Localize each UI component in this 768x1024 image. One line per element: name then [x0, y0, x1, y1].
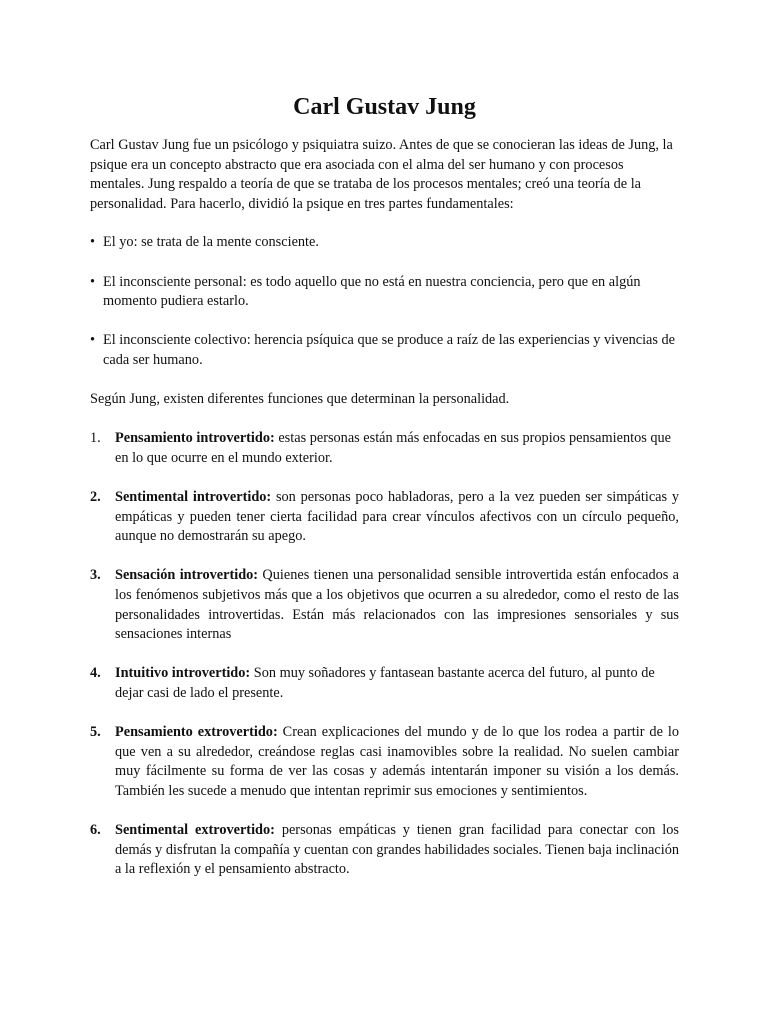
list-item-number: 5.	[90, 724, 101, 741]
list-item-number: 6.	[90, 822, 101, 839]
list-item	[90, 233, 679, 253]
list-item-text: El inconsciente colectivo: herencia psíquica que se produce a raíz de las experiencias y vivencias de cada ser humano.	[103, 332, 676, 368]
list-item	[90, 664, 679, 703]
bullet-marker: •	[90, 332, 96, 349]
list-item	[90, 566, 679, 644]
list-item-text: El inconsciente personal: es todo aquello que no está en nuestra conciencia, pero que en algún momento pudiera estarlo.	[103, 273, 641, 310]
function-term: Pensamiento introvertido:	[115, 430, 275, 447]
list-item	[90, 429, 679, 468]
function-description: estas personas están más enfocadas en sus propios pensamientos que en lo que ocurre en el mundo exterior.	[115, 430, 672, 466]
psyche-parts-list	[90, 233, 679, 370]
function-term: Sensación introvertido:	[115, 567, 259, 584]
list-item-number: 3.	[90, 567, 101, 584]
function-description: personas empáticas y tienen gran facilidad para conectar con los demás y disfrutan la compañía y cuentan con grandes habilidades sociales. Tienen baja inclinación a la reflexión y el pensamiento abstracto.	[115, 822, 679, 878]
list-item-number: 2.	[90, 489, 101, 506]
document-title: Carl Gustav Jung	[293, 94, 476, 120]
function-description: Son muy soñadores y fantasean bastante acerca del futuro, al punto de dejar casi de lado el presente.	[115, 665, 655, 702]
bullet-marker: •	[90, 234, 96, 251]
functions-intro-paragraph: Según Jung, existen diferentes funciones que determinan la personalidad.	[90, 391, 510, 408]
function-description: Crean explicaciones del mundo y de lo que los rodea a partir de lo que ven a su alrededor, creándose reglas casi inamovibles sobre la realidad. No suelen cambiar muy fácilmente su forma de ver las cosas y además intentarán imponer su visión a los demás. También les sucede a menudo que intentan reprimir sus emociones y sentimientos.	[115, 724, 679, 799]
list-item-number: 1.	[90, 430, 101, 447]
function-description: Quienes tienen una personalidad sensible introvertida están enfocados a los fenómenos subjetivos más que a los objetivos que ocurren a su alrededor, como el resto de las personalidades introvertidas. Están más relacionados con las impresiones sensoriales y sus sensaciones internas	[115, 567, 679, 643]
function-term: Sentimental introvertido:	[115, 489, 272, 506]
list-item-number: 4.	[90, 665, 101, 682]
intro-paragraph: Carl Gustav Jung fue un psicólogo y psiquiatra suizo. Antes de que se conocieran las ideas de Jung, la psique era un concepto abstracto que era asociada con el alma del ser humano y con procesos mentales. Jung respaldo a teoría de que se trataba de los procesos mentales; creó una teoría de la personalidad. Para hacerlo, dividió la psique en tres partes fundamentales:	[90, 137, 673, 212]
list-item	[90, 331, 679, 370]
list-item	[90, 273, 679, 312]
function-term: Sentimental extrovertido:	[115, 822, 275, 839]
function-term: Intuitivo introvertido:	[115, 665, 251, 682]
list-item	[90, 723, 679, 801]
bullet-marker: •	[90, 273, 96, 290]
list-item-text: El yo: se trata de la mente consciente.	[103, 234, 319, 251]
list-item	[90, 821, 679, 880]
list-item	[90, 488, 679, 547]
function-term: Pensamiento extrovertido:	[115, 724, 278, 741]
function-description: son personas poco habladoras, pero a la vez pueden ser simpáticas y empáticas y pueden tener cierta facilidad para crear vínculos afectivos con un círculo pequeño, aunque no demostrarán su apego.	[115, 489, 679, 545]
functions-list	[90, 429, 679, 880]
